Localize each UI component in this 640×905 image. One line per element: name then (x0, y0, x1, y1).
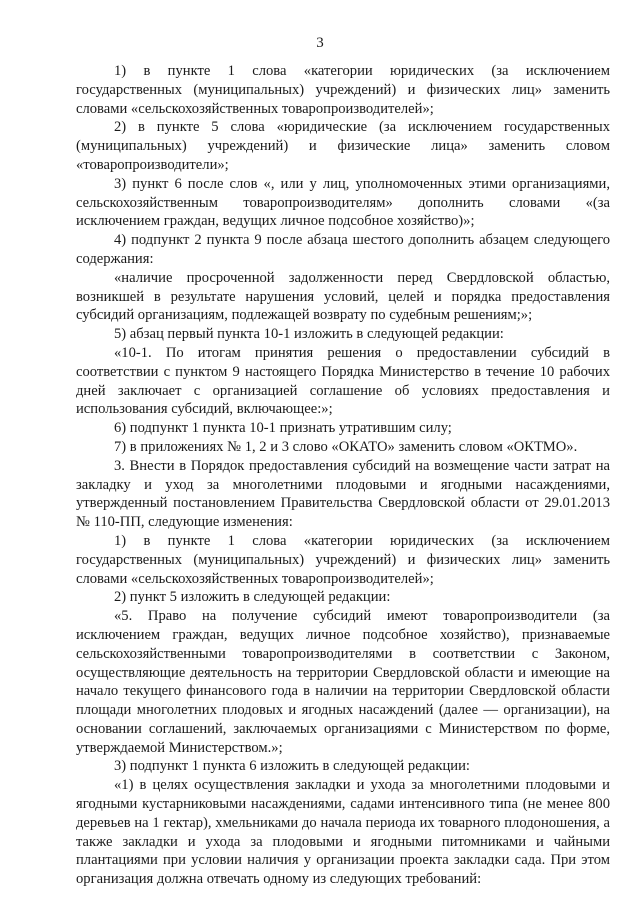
paragraph-12: 2) пункт 5 изложить в следующей редакции: (114, 589, 391, 606)
paragraph-10: 3. Внести в Порядок предоставления субсидий на возмещение части затрат на закладку и уход за многолетними плодовыми и ягодными насаждениями, утвержденный постановлением Правительства Свердловской области от 29.01.2013 № 110-ПП, следующие изменения: (76, 457, 610, 531)
paragraph-2: 2) в пункте 5 слова «юридические (за исключением государственных (муниципальных) учреждений) и физические лица» заменить словом «товаропроизводители»; (76, 119, 610, 173)
paragraph-6: 5) абзац первый пункта 10-1 изложить в следующей редакции: (114, 326, 504, 343)
paragraph-5: «наличие просроченной задолженности перед Свердловской областью, возникшей в результате нарушения условий, целей и порядка предоставления субсидий организациям, подлежащей возврату по судебным решениям;»; (76, 269, 610, 324)
paragraph-11: 1) в пункте 1 слова «категории юридических (за исключением государственных (муниципальных) учреждений) и физических лиц» заменить словами «сельскохозяйственных товаропроизводителей»; (76, 532, 610, 587)
paragraph-14: 3) подпункт 1 пункта 6 изложить в следующей редакции: (114, 758, 470, 775)
document-body (76, 62, 610, 889)
paragraph-13: «5. Право на получение субсидий имеют товаропроизводители (за исключением граждан, ведущих личное подсобное хозяйство), признаваемые сельскохозяйственными товаропроизводителями в соответствии с Законом, осуществляющие деятельность на территории Свердловской области и имеющие на начало текущего финансового года в наличии на территории Свердловской области площади многолетних плодовых и ягодных насаждений (далее — организации), на основании соглашений, заключаемых организациями с Министерством по форме, утверждаемой Министерством.»; (76, 608, 610, 756)
paragraph-15: «1) в целях осуществления закладки и ухода за многолетними плодовыми и ягодными кустарниковыми насаждениями, садами интенсивного типа (не менее 800 деревьев на 1 гектар), хмельниками до начала периода их товарного плодоношения, а также закладки и ухода за плодовыми и ягодными питомниками и чайными плантациями при условии наличия у организации проекта закладки сада. При этом организация должна отвечать одному из следующих требований: (76, 777, 610, 888)
page-number: 3 (316, 35, 324, 51)
paragraph-4: 4) подпункт 2 пункта 9 после абзаца шестого дополнить абзацем следующего содержания: (76, 232, 610, 267)
paragraph-9: 7) в приложениях № 1, 2 и 3 слово «ОКАТО» заменить словом «ОКТМО». (114, 438, 578, 455)
paragraph-7: «10-1. По итогам принятия решения о предоставлении субсидий в соответствии с пунктом 9 настоящего Порядка Министерство в течение 10 рабочих дней заключает с организацией соглашение об условиях предоставления и использования субсидий, включающее:»; (76, 344, 610, 418)
paragraph-8: 6) подпункт 1 пункта 10-1 признать утратившим силу; (114, 420, 452, 437)
paragraph-1: 1) в пункте 1 слова «категории юридических (за исключением государственных (муниципальных) учреждений) и физических лиц» заменить словами «сельскохозяйственных товаропроизводителей»; (76, 63, 610, 117)
paragraph-3: 3) пункт 6 после слов «, или у лиц, уполномоченных этими организациями, сельскохозяйственным товаропроизводителям» дополнить словами «(за исключением граждан, ведущих личное подсобное хозяйство)»; (76, 175, 610, 230)
